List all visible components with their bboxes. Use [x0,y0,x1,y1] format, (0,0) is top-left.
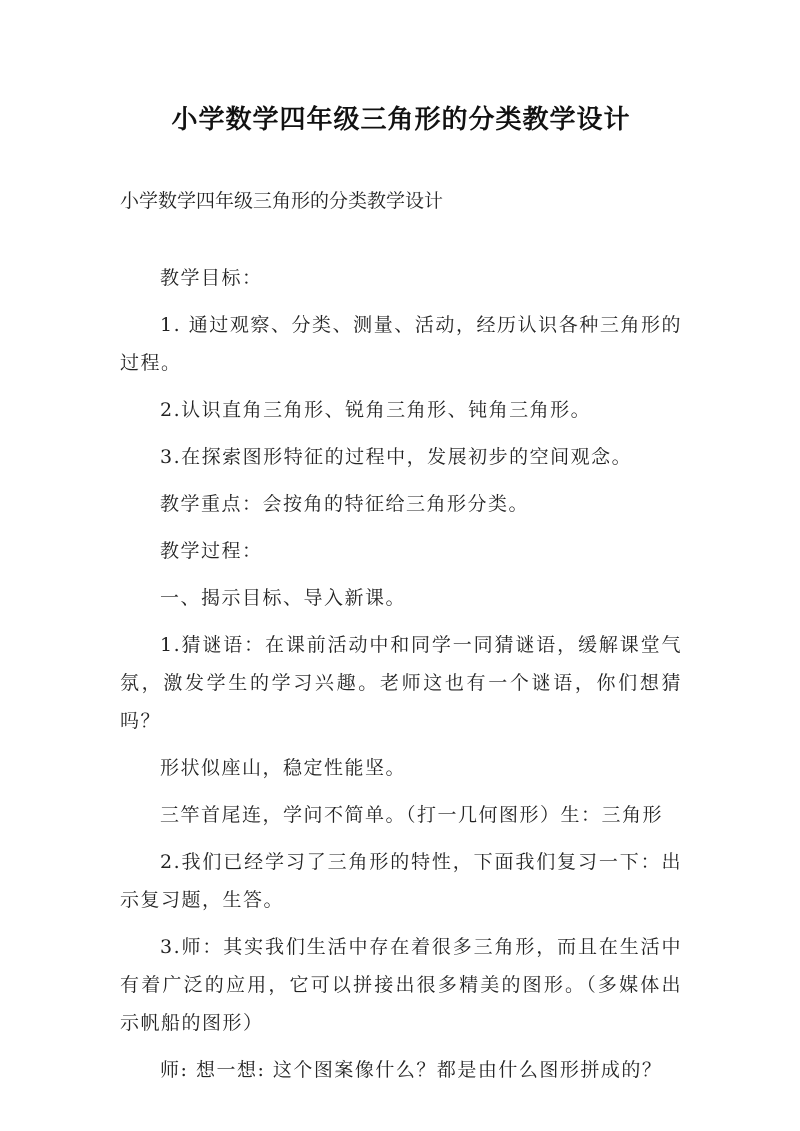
paragraph-review: 2.我们已经学习了三角形的特性，下面我们复习一下：出示复习题，生答。 [120,851,682,911]
paragraph-riddle-intro: 1.猜谜语：在课前活动中和同学一同猜谜语，缓解课堂气氛，激发学生的学习兴趣。老师这也有一个谜语，你们想猜吗？ [120,634,682,732]
paragraph-teacher-application: 3.师：其实我们生活中存在着很多三角形，而且在生活中有着广泛的应用，它可以拼接出很多精美的图形。（多媒体出示帆船的图形） [120,936,682,1034]
paragraph-objectives-heading: 教学目标： [160,267,263,289]
paragraph-riddle-line-1: 形状似座山，稳定性能坚。 [160,757,407,779]
paragraph-objective-2: 2.认识直角三角形、锐角三角形、钝角三角形。 [160,399,592,421]
paragraph-section-1: 一、揭示目标、导入新课。 [160,587,407,609]
paragraph-riddle-line-2: 三竿首尾连，学问不简单。（打一几何图形）生：三角形 [160,804,664,826]
document-body [120,259,682,1089]
paragraph-process-heading: 教学过程： [160,540,263,562]
paragraph-objective-3: 3.在探索图形特征的过程中，发展初步的空间观念。 [160,446,633,468]
paragraph-objective-1: 1. 通过观察、分类、测量、活动，经历认识各种三角形的过程。 [120,314,682,374]
paragraph-teacher-question: 师: 想一想: 这个图案像什么？都是由什么图形拼成的？ [160,1059,663,1081]
document-title: 小学数学四年级三角形的分类教学设计 [171,105,631,135]
paragraph-key-point: 教学重点：会按角的特征给三角形分类。 [160,493,530,515]
document-subtitle: 小学数学四年级三角形的分类教学设计 [120,190,444,212]
